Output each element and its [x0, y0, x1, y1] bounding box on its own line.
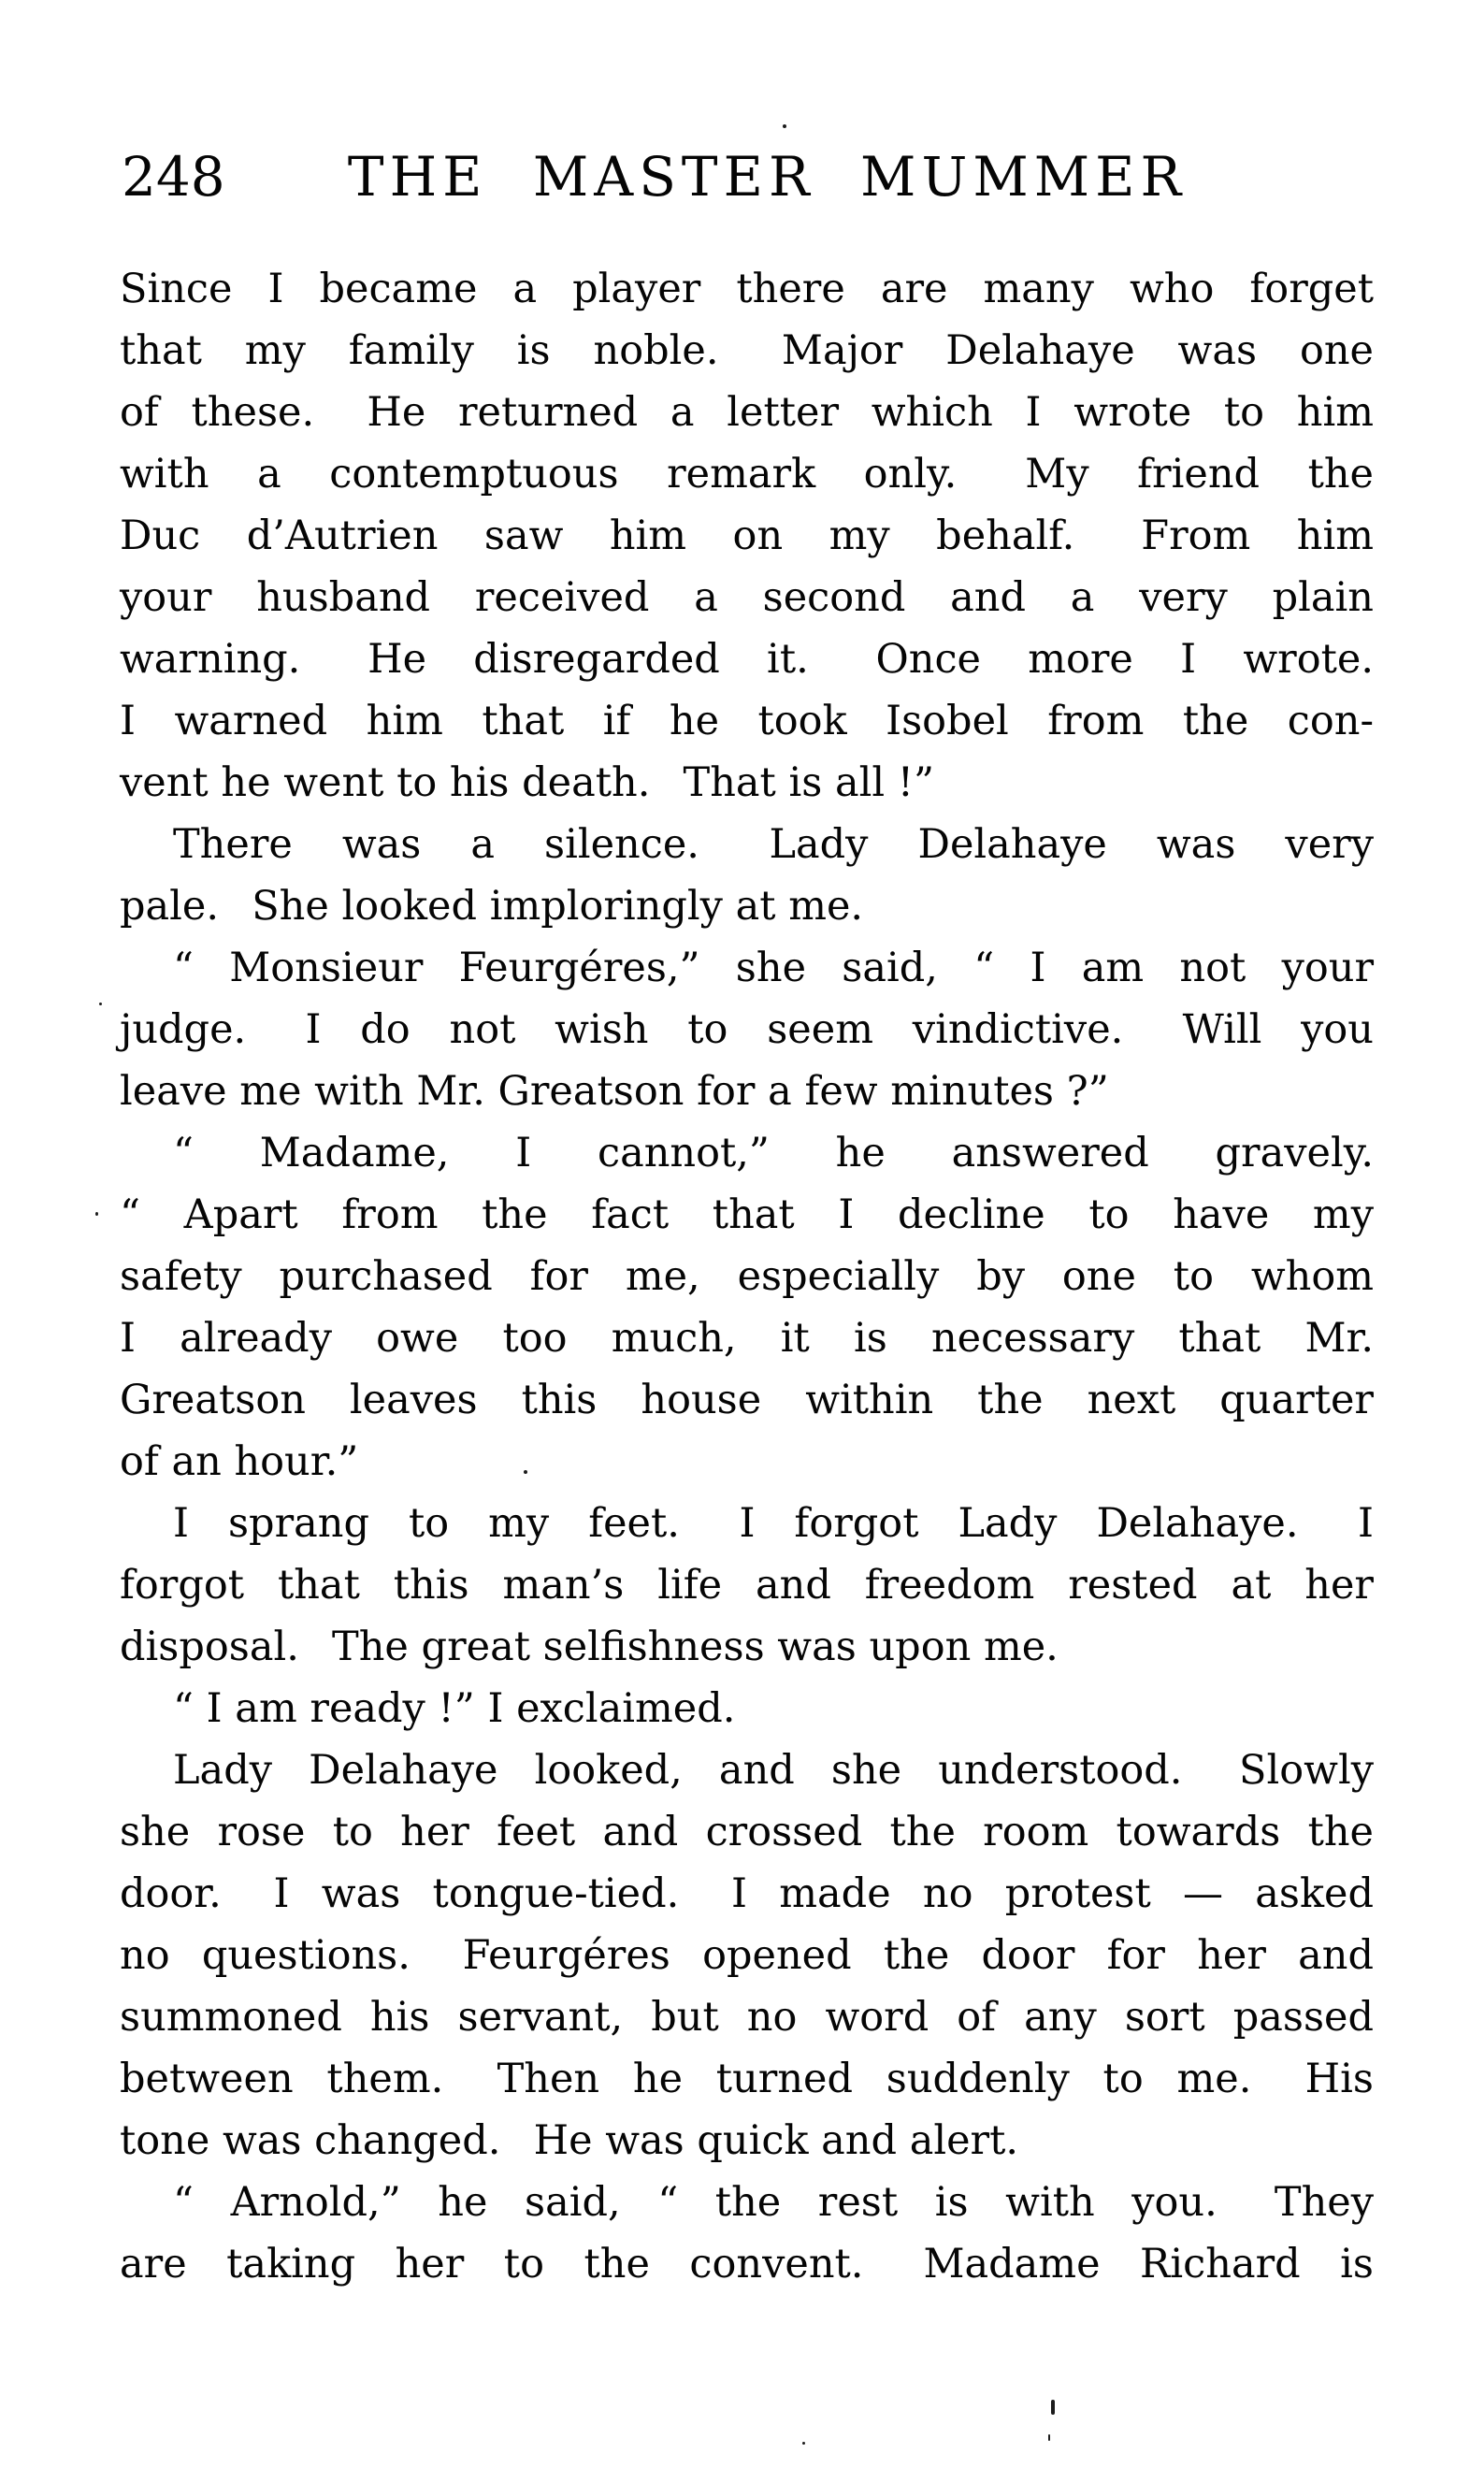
text-line: “ Madame, I cannot,” he answered gravely. [173, 1130, 1374, 1176]
text-line: leave me with Mr. Greatson for a few minutes ?” [120, 1068, 1109, 1115]
text-line: pale. She looked imploringly at me. [120, 883, 864, 930]
ink-speck [1051, 2400, 1055, 2415]
text-line: vent he went to his death. That is all !” [120, 759, 935, 806]
text-line: There was a silence. Lady Delahaye was very [173, 821, 1374, 868]
text-line: judge. I do not wish to seem vindictive. Will you [120, 1006, 1374, 1053]
text-line: forgot that this man’s life and freedom rested at her [120, 1562, 1374, 1609]
ink-speck [99, 1003, 102, 1005]
text-line: warning. He disregarded it. Once more I wrote. [120, 636, 1374, 683]
ink-speck [95, 1212, 98, 1216]
text-line: Since I became a player there are many who forget [120, 266, 1374, 312]
running-title: THE MASTER MUMMER [347, 145, 1188, 209]
text-line: Duc d’Autrien saw him on my behalf. From him [120, 512, 1374, 559]
text-line: safety purchased for me, especially by one to whom [120, 1253, 1374, 1300]
text-line: of these. He returned a letter which I wrote to him [120, 389, 1374, 436]
text-line: that my family is noble. Major Delahaye was one [120, 327, 1374, 374]
text-line: of an hour.” [120, 1438, 359, 1485]
text-line: with a contemptuous remark only. My friend the [120, 451, 1374, 498]
text-line: she rose to her feet and crossed the room towards the [120, 1809, 1374, 1855]
text-line: Lady Delahaye looked, and she understood. Slowly [173, 1747, 1374, 1794]
page-number: 248 [122, 145, 225, 209]
text-line: “ I am ready !” I exclaimed. [173, 1685, 736, 1732]
text-line: Greatson leaves this house within the next quarter [120, 1377, 1374, 1423]
text-line: “ Monsieur Feurgéres,” she said, “ I am not your [173, 945, 1374, 991]
text-line: between them. Then he turned suddenly to me. His [120, 2056, 1374, 2102]
page-header [120, 146, 1374, 215]
text-line: I already owe too much, it is necessary that Mr. [120, 1315, 1374, 1362]
text-line: no questions. Feurgéres opened the door for her and [120, 1932, 1374, 1979]
text-line: I warned him that if he took Isobel from the con- [120, 698, 1374, 744]
text-line: door. I was tongue-tied. I made no protest — asked [120, 1870, 1374, 1917]
page-body [120, 258, 1374, 2295]
text-line: summoned his servant, but no word of any sort passed [120, 1994, 1374, 2041]
text-line: “ Arnold,” he said, “ the rest is with you. They [173, 2179, 1374, 2226]
ink-speck [524, 1470, 527, 1474]
text-line: disposal. The great selfishness was upon me. [120, 1624, 1059, 1670]
ink-speck [802, 2442, 805, 2445]
ink-speck [1048, 2434, 1050, 2441]
ink-speck [783, 124, 786, 128]
text-line: your husband received a second and a very plain [120, 574, 1374, 621]
text-line: I sprang to my feet. I forgot Lady Delahaye. I [173, 1500, 1374, 1547]
text-line: “ Apart from the fact that I decline to have my [120, 1191, 1374, 1238]
text-line: tone was changed. He was quick and alert. [120, 2117, 1019, 2164]
text-line: are taking her to the convent. Madame Richard is [120, 2241, 1374, 2288]
